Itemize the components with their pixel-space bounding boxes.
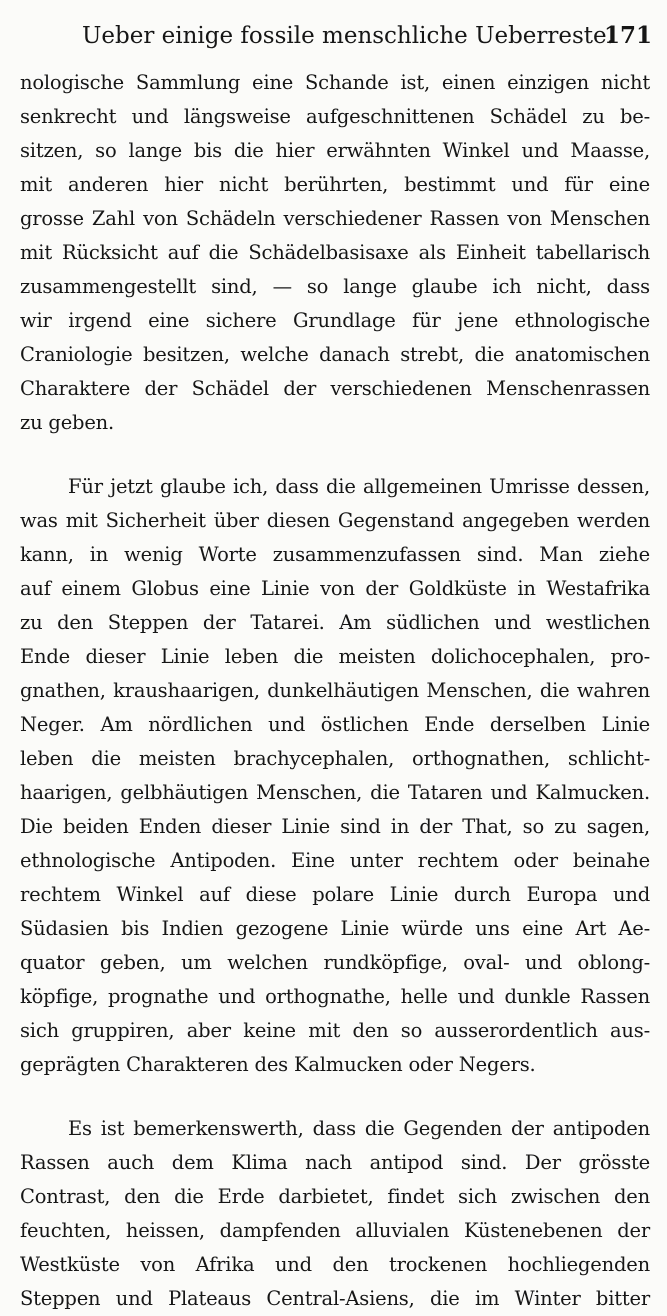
running-title: Ueber einige fossile menschliche Ueberreste. <box>82 23 614 49</box>
text-line: köpfige, prognathe und orthognathe, helle und dunkle Rassen <box>20 985 650 1008</box>
text-line: sitzen, so lange bis die hier erwähnten Winkel und Maasse, <box>20 139 650 162</box>
text-line: feuchten, heissen, dampfenden alluvialen Küstenebenen der <box>20 1219 650 1242</box>
paragraph-gap <box>20 1082 650 1112</box>
page-number: 171 <box>603 22 652 49</box>
text-line: Steppen und Plateaus Central-Asiens, die im Winter bitter <box>20 1287 650 1310</box>
paragraph-2 <box>20 470 650 1082</box>
text-line: Contrast, den die Erde darbietet, findet sich zwischen den <box>20 1185 650 1208</box>
paragraph-gap <box>20 440 650 470</box>
text-line: mit Rücksicht auf die Schädelbasisaxe als Einheit tabellarisch <box>20 241 650 264</box>
text-line: zu geben. <box>20 411 115 434</box>
text-line: Charaktere der Schädel der verschiedenen Menschenrassen <box>20 377 650 400</box>
text-line: sich gruppiren, aber keine mit den so ausserordentlich aus- <box>20 1019 650 1042</box>
text-line: Die beiden Enden dieser Linie sind in der That, so zu sagen, <box>20 815 650 838</box>
text-line: kann, in wenig Worte zusammenzufassen sind. Man ziehe <box>20 543 650 566</box>
text-line: wir irgend eine sichere Grundlage für jene ethnologische <box>20 309 650 332</box>
text-line: zu den Steppen der Tatarei. Am südlichen und westlichen <box>20 611 650 634</box>
text-line: Für jetzt glaube ich, dass die allgemeinen Umrisse dessen, <box>68 475 650 498</box>
text-line: Rassen auch dem Klima nach antipod sind. Der grösste <box>20 1151 650 1174</box>
text-line: Westküste von Afrika und den trockenen hochliegenden <box>20 1253 650 1276</box>
text-line: haarigen, gelbhäutigen Menschen, die Tataren und Kalmucken. <box>20 781 650 804</box>
text-line: Es ist bemerkenswerth, dass die Gegenden der antipoden <box>68 1117 650 1140</box>
text-line: Craniologie besitzen, welche danach strebt, die anatomischen <box>20 343 650 366</box>
body-text <box>20 66 650 1316</box>
text-line: ethnologische Antipoden. Eine unter rechtem oder beinahe <box>20 849 650 872</box>
text-line: Neger. Am nördlichen und östlichen Ende derselben Linie <box>20 713 650 736</box>
text-line: geprägten Charakteren des Kalmucken oder Negers. <box>20 1053 536 1076</box>
text-line: rechtem Winkel auf diese polare Linie durch Europa und <box>20 883 650 906</box>
text-line: Ende dieser Linie leben die meisten dolichocephalen, pro- <box>20 645 650 668</box>
text-line: gnathen, kraushaarigen, dunkelhäutigen Menschen, die wahren <box>20 679 650 702</box>
running-header <box>82 18 652 54</box>
text-line: was mit Sicherheit über diesen Gegenstand angegeben werden <box>20 509 650 532</box>
text-line: grosse Zahl von Schädeln verschiedener Rassen von Menschen <box>20 207 650 230</box>
text-line: Südasien bis Indien gezogene Linie würde uns eine Art Ae- <box>20 917 650 940</box>
text-line: auf einem Globus eine Linie von der Goldküste in Westafrika <box>20 577 650 600</box>
text-line: quator geben, um welchen rundköpfige, oval- und oblong- <box>20 951 650 974</box>
text-line: mit anderen hier nicht berührten, bestimmt und für eine <box>20 173 650 196</box>
paragraph-3 <box>20 1112 650 1316</box>
text-line: senkrecht und längsweise aufgeschnittenen Schädel zu be- <box>20 105 650 128</box>
text-line: zusammengestellt sind, — so lange glaube ich nicht, dass <box>20 275 650 298</box>
text-line: nologische Sammlung eine Schande ist, einen einzigen nicht <box>20 71 650 94</box>
text-line: leben die meisten brachycephalen, orthognathen, schlicht- <box>20 747 650 770</box>
paragraph-1 <box>20 66 650 440</box>
